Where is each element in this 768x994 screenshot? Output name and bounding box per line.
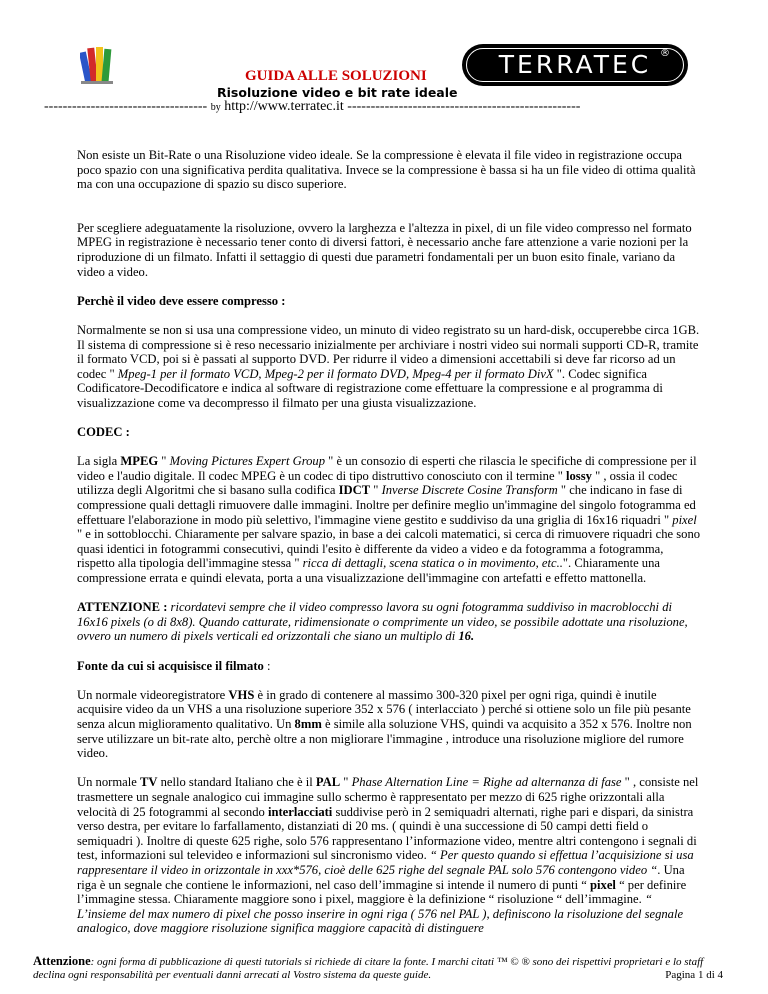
byline: [44, 99, 580, 115]
footer-lead: Attenzione: [33, 954, 91, 968]
text-bold: MPEG: [120, 454, 159, 469]
heading-source: [77, 659, 701, 674]
page-footer: [33, 955, 723, 982]
article-body: [77, 148, 701, 950]
attention-text: ricordatevi sempre che il video compresso lavora su ogni fotogramma suddiviso in macroblocchi di 16x16 pixels (o di 8x8). Quando catturate, ridimensionate o comprimente un video, se possibile adottate una risoluzione, ovvero un numero di pixels verticali ed orizzontali che siano un multiplo di: [77, 600, 688, 644]
text: .: [470, 629, 475, 644]
text: . Una riga è un segnale che contiene le informazioni, nel caso dell’immagine si intende il numero di punti “: [77, 862, 685, 892]
paragraph-resolution: Per scegliere adeguatamente la risoluzione, ovvero la larghezza e l'altezza in pixel, di un file video compresso nel formato MPEG in registrazione è necessario tener conto di diversi fattori, è necessario anche fare attenzione a varie nozioni per la riproduzione di un filmato. Infatti il settaggio di questi due parametri fondamentali per un buon esito finale, variano da video a video.: [77, 220, 692, 279]
page-number: Pagina 1 di 4: [665, 969, 723, 981]
text-italic: Moving Pictures Expert Group: [169, 454, 326, 469]
site-url[interactable]: http://www.terratec.it: [224, 99, 344, 114]
heading-compression-text: Perchè il video deve essere compresso :: [77, 293, 286, 308]
text-italic: “ L’insieme del max numero di pixel che posso inserire in ogni riga ( 576 nel PAL ), definiscono la risoluzione del segnale analogico, dove maggiore risoluzione significa maggiore capacità di distinguere: [77, 892, 684, 936]
text: nello standard Italiano che è il: [157, 775, 316, 790]
heading-compression: [77, 294, 701, 309]
paragraph-attention: [77, 600, 701, 644]
text-italic: Inverse Discrete Cosine Transform: [381, 483, 558, 498]
paragraph-vhs: [77, 688, 701, 761]
page-subtitle: Risoluzione video e bit rate ideale: [217, 85, 458, 100]
footer-text: : ogni forma di pubblicazione di questi tutorials si richiede di citare la fonte. I marchi citati ™ © ® sono dei rispettivi proprietari e lo staff declina ogni responsabilità per eventuali danni arrecati al Vostro sistema da queste guide.: [33, 956, 704, 981]
text: è simile alla soluzione VHS, quindi va acquisito a 352 x 576. Inoltre non serve utilizzare un bit-rate alto, perchè oltre a non migliorare l'immagine , introduce una risoluzione migliore del rumore video.: [77, 716, 692, 761]
dash-rule-right: --------------------------------------------------: [347, 99, 581, 114]
text: “ per definire l’immagine stessa. Chiaramente maggiore sono i pixel, maggiore è la definizione “ risoluzione “ dell’immagine.: [77, 877, 687, 907]
logo-text: TERRATEC: [498, 50, 652, 79]
text: La sigla: [77, 454, 121, 469]
text-italic: “ Per questo quando si effettua l’acquisizione si usa rappresentare il video in orizzontale in xxx*576, cioè delle 625 righe del segnale PAL solo 576 contengono video “: [77, 848, 694, 877]
text-bold: 8mm: [294, 716, 322, 731]
text: :: [263, 658, 271, 673]
text-bold: PAL: [315, 775, 341, 790]
text: " e in sottoblocchi. Chiaramente per salvare spazio, in base a dei calcoli matematici, si cerca di rimuovere riquadri che sono quasi identici in fotogrammi consecutivi, quindi l'esito è differente da video a video e da fotogramma a fotogramma, rispetto alla tipologia dell'immagine stessa ": [77, 527, 701, 571]
text: suddivise però in 2 semiquadri alternati, righe pari e dispari, da sinistra verso destra, per evitare lo farfallamento, distanziati di 20 ms. ( quindi è una successione di 50 campi detti field o semiquadri ). Inoltre di queste 625 righe, solo 576 rappresentano l’informazione video, mentre altri contengono i segnali di test, informazioni sul televideo e informazioni sul sincronismo video.: [77, 804, 697, 863]
text-italic: ricca di dettagli, scena statica o in movimento, etc..: [302, 556, 563, 571]
text: Un normale: [77, 775, 140, 790]
paragraph-intro: Non esiste un Bit-Rate o una Risoluzione video ideale. Se la compressione è elevata il file video in registrazione occupa poco spazio con una significativa perdita qualitativa. Invece se la compressione è bassa si ha un file video di ottima qualità ma con una occupazione di spazio su disco superiore.: [77, 148, 696, 192]
text: è in grado di contenere al massimo 300-320 pixel per ogni riga, quindi è inutile acquisire video da un VHS a una risoluzione superiore 352 x 576 ( interlacciato ) perché si ottiene solo un file più pesante senza alcun miglioramento qualitativo. Un: [77, 687, 691, 731]
heading-source-text: Fonte da cui si acquisisce il filmato: [77, 658, 264, 673]
text-bold: interlacciati: [267, 804, 333, 819]
text: Un normale videoregistratore: [77, 687, 229, 702]
text: Normalmente se non si usa una compressione video, un minuto di video registrato su un hard-disk, occuperebbe circa 1GB. Il sistema di compressione si è reso necessario inizialmente per archiviare i nostri video sui normali supporti CD-R, tramite il formato VCD, poi si è passati al supporto DVD. Per ridurre il video a dimensioni accettabili si deve far ricorso ad un codec ": [77, 322, 700, 381]
text-bold: IDCT: [338, 483, 371, 498]
text: ": [340, 775, 352, 790]
text: " che indicano in fase di compressione quali dettagli rimuovere dalle immagini. Inoltre per definire meglio un'immagine del singolo fotogramma ed effettuare l'elaborazione in modo più selettivo, l'immagine viene gestito e suddiviso da una griglia di 16x16 riquadri ": [77, 483, 696, 527]
paragraph-codec: [77, 454, 701, 585]
paragraph-compression: [77, 323, 701, 411]
heading-codec-text: CODEC :: [77, 425, 130, 440]
text-bold: TV: [139, 775, 158, 790]
text: ". Chiaramente una compressione errata e quindi elevata, porta a una visualizzazione dell'immagine con artefatti e effetto mattonella.: [77, 556, 660, 586]
registered-mark: ®: [660, 48, 670, 59]
attention-number: 16: [458, 629, 471, 644]
text-bold: lossy: [566, 468, 592, 483]
text-italic: Phase Alternation Line = Righe ad alternanza di fase: [351, 775, 622, 790]
heading-codec: [77, 425, 701, 440]
attention-label: ATTENZIONE :: [77, 600, 168, 615]
text: ": [370, 483, 382, 498]
text-italic: Mpeg-1 per il formato VCD, Mpeg-2 per il formato DVD, Mpeg-4 per il formato DivX: [114, 366, 557, 381]
text: " , consiste nel trasmettere un segnale analogico cui immagine sullo schermo è rappresentato per mezzo di 625 righe orizzontali alla velocità di 25 fotogrammi al secondo: [77, 775, 699, 819]
page-title: GUIDA ALLE SOLUZIONI: [245, 68, 427, 84]
dash-rule-left: -----------------------------------: [44, 99, 208, 114]
text: " è un consozio di esperti che rilascia le specifiche di compressione per il video e l'audio digitale. Il codec MPEG è un codec di tipo distruttivo conosciuto con il termine ": [77, 454, 697, 483]
text: ": [158, 454, 170, 469]
text-bold: VHS: [228, 687, 255, 702]
text: " , ossia il codec utilizza degli Algoritmi che si basano sulla codifica: [77, 468, 678, 498]
by-label: by: [210, 102, 221, 113]
paragraph-tv: [77, 775, 701, 936]
text: ". Codec significa Codificatore-Decodificatore e indica al software di registrazione come effettuare la compressione e al programma di visualizzazione come va decompresso il filmato per una giusta visualizzazione.: [77, 366, 663, 410]
text-italic: pixel: [672, 512, 697, 527]
text-bold: pixel: [590, 877, 616, 892]
